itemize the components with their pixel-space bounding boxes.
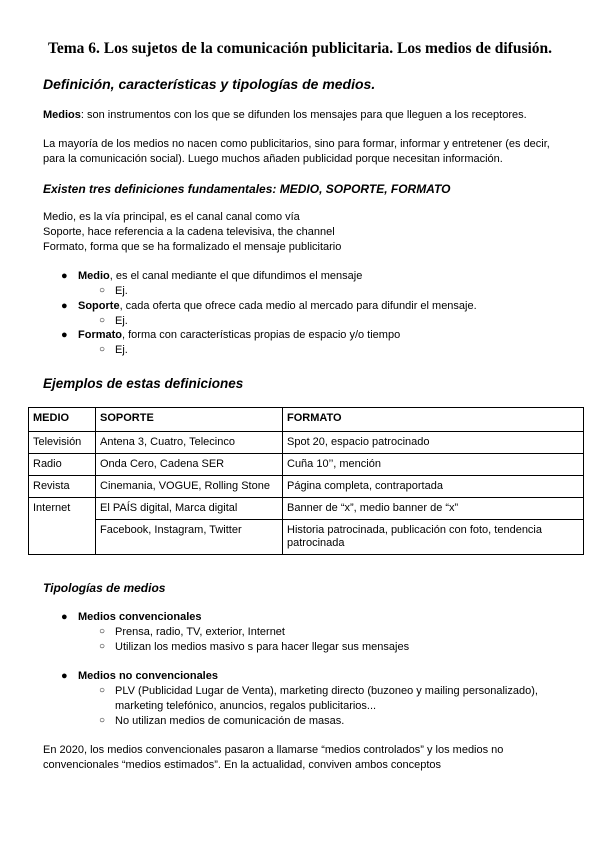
table-cell: Spot 20, espacio patrocinado bbox=[283, 432, 584, 454]
bullet-dot: ● bbox=[61, 670, 68, 682]
table-cell: Internet bbox=[29, 498, 96, 555]
table-cell: Página completa, contraportada bbox=[283, 476, 584, 498]
table-cell: Onda Cero, Cadena SER bbox=[96, 454, 283, 476]
intro-paragraph: La mayoría de los medios no nacen como publicitarios, sino para formar, informar y entretener (es decir, para la comunicación social). Luego muchos añaden publicidad porque necesitan información. bbox=[43, 138, 550, 165]
table-cell: Antena 3, Cuatro, Telecinco bbox=[96, 432, 283, 454]
bullet-soporte bbox=[78, 299, 568, 314]
table-row bbox=[29, 520, 584, 555]
table-row bbox=[29, 432, 584, 454]
sub-item: Utilizan los medios masivo s para hacer llegar sus mensajes bbox=[115, 641, 410, 653]
bullet-label: Soporte bbox=[78, 300, 120, 312]
bullet-text: , cada oferta que ofrece cada medio al mercado para difundir el mensaje. bbox=[119, 300, 477, 312]
medios-label: Medios bbox=[43, 109, 81, 121]
bullet-text: , es el canal mediante el que difundimos el mensaje bbox=[109, 270, 363, 282]
bullet-convencionales: Medios convencionales bbox=[78, 611, 202, 623]
bullet-dot: ● bbox=[61, 611, 68, 623]
table-header: FORMATO bbox=[283, 408, 584, 432]
bullet-text: , forma con características propias de espacio y/o tiempo bbox=[122, 329, 401, 341]
table-cell: Cuña 10’’, mención bbox=[283, 454, 584, 476]
medios-definition bbox=[43, 108, 563, 123]
table-cell: Revista bbox=[29, 476, 96, 498]
sub-item: No utilizan medios de comunicación de masas. bbox=[115, 715, 345, 727]
table-cell: El PAÍS digital, Marca digital bbox=[96, 498, 283, 520]
sub-bullet-circle: ○ bbox=[99, 626, 106, 637]
definition-line: Soporte, hace referencia a la cadena televisiva, the channel bbox=[43, 226, 335, 238]
table-cell: Cinemania, VOGUE, Rolling Stone bbox=[96, 476, 283, 498]
table-header: MEDIO bbox=[29, 408, 96, 432]
bullet-dot: ● bbox=[61, 329, 68, 341]
sub-bullet-circle: ○ bbox=[99, 285, 106, 296]
sub-item: Ej. bbox=[115, 315, 128, 327]
sub-bullet-circle: ○ bbox=[99, 685, 106, 696]
section-heading-tipologias: Tipologías de medios bbox=[43, 581, 166, 595]
section-heading-definicion: Definición, características y tipologías de medios. bbox=[43, 76, 376, 92]
table-header: SOPORTE bbox=[96, 408, 283, 432]
table-header-row bbox=[29, 408, 584, 432]
table-cell: Historia patrocinada, publicación con foto, tendencia patrocinada bbox=[283, 520, 584, 555]
bullet-dot: ● bbox=[61, 300, 68, 312]
table-cell: Televisión bbox=[29, 432, 96, 454]
bullet-label: Medio bbox=[78, 270, 110, 282]
section-heading-ejemplos: Ejemplos de estas definiciones bbox=[43, 376, 244, 391]
table-cell: Radio bbox=[29, 454, 96, 476]
page-title: Tema 6. Los sujetos de la comunicación publicitaria. Los medios de difusión. bbox=[47, 40, 553, 57]
sub-bullet-circle: ○ bbox=[99, 315, 106, 326]
examples-table bbox=[28, 407, 584, 555]
definition-line: Formato, forma que se ha formalizado el mensaje publicitario bbox=[43, 241, 342, 253]
table-row bbox=[29, 476, 584, 498]
sub-bullet-circle: ○ bbox=[99, 641, 106, 652]
sub-item: Ej. bbox=[115, 344, 128, 356]
definition-line: Medio, es la vía principal, es el canal canal como vía bbox=[43, 211, 300, 223]
sub-item: Ej. bbox=[115, 285, 128, 297]
table-row bbox=[29, 498, 584, 520]
table-cell: Facebook, Instagram, Twitter bbox=[96, 520, 283, 555]
bullet-dot: ● bbox=[61, 270, 68, 282]
bullet-formato bbox=[78, 328, 568, 343]
table-row bbox=[29, 454, 584, 476]
sub-bullet-circle: ○ bbox=[99, 344, 106, 355]
bullet-label: Formato bbox=[78, 329, 122, 341]
bullet-medio bbox=[78, 269, 568, 284]
closing-paragraph: En 2020, los medios convencionales pasaron a llamarse “medios controlados” y los medios no convencionales “medios estimados”. En la actualidad, conviven ambos conceptos bbox=[43, 744, 504, 771]
sub-item: PLV (Publicidad Lugar de Venta), marketing directo (buzoneo y mailing personalizado), marketing telefónico, anuncios, regalos publicitarios... bbox=[115, 685, 538, 712]
table-cell: Banner de “x”, medio banner de “x” bbox=[283, 498, 584, 520]
sub-item: Prensa, radio, TV, exterior, Internet bbox=[115, 626, 285, 638]
section-heading-definiciones: Existen tres definiciones fundamentales: MEDIO, SOPORTE, FORMATO bbox=[43, 182, 451, 196]
sub-bullet-circle: ○ bbox=[99, 715, 106, 726]
bullet-no-convencionales: Medios no convencionales bbox=[78, 670, 218, 682]
medios-text: : son instrumentos con los que se difunden los mensajes para que lleguen a los receptores. bbox=[80, 109, 527, 121]
